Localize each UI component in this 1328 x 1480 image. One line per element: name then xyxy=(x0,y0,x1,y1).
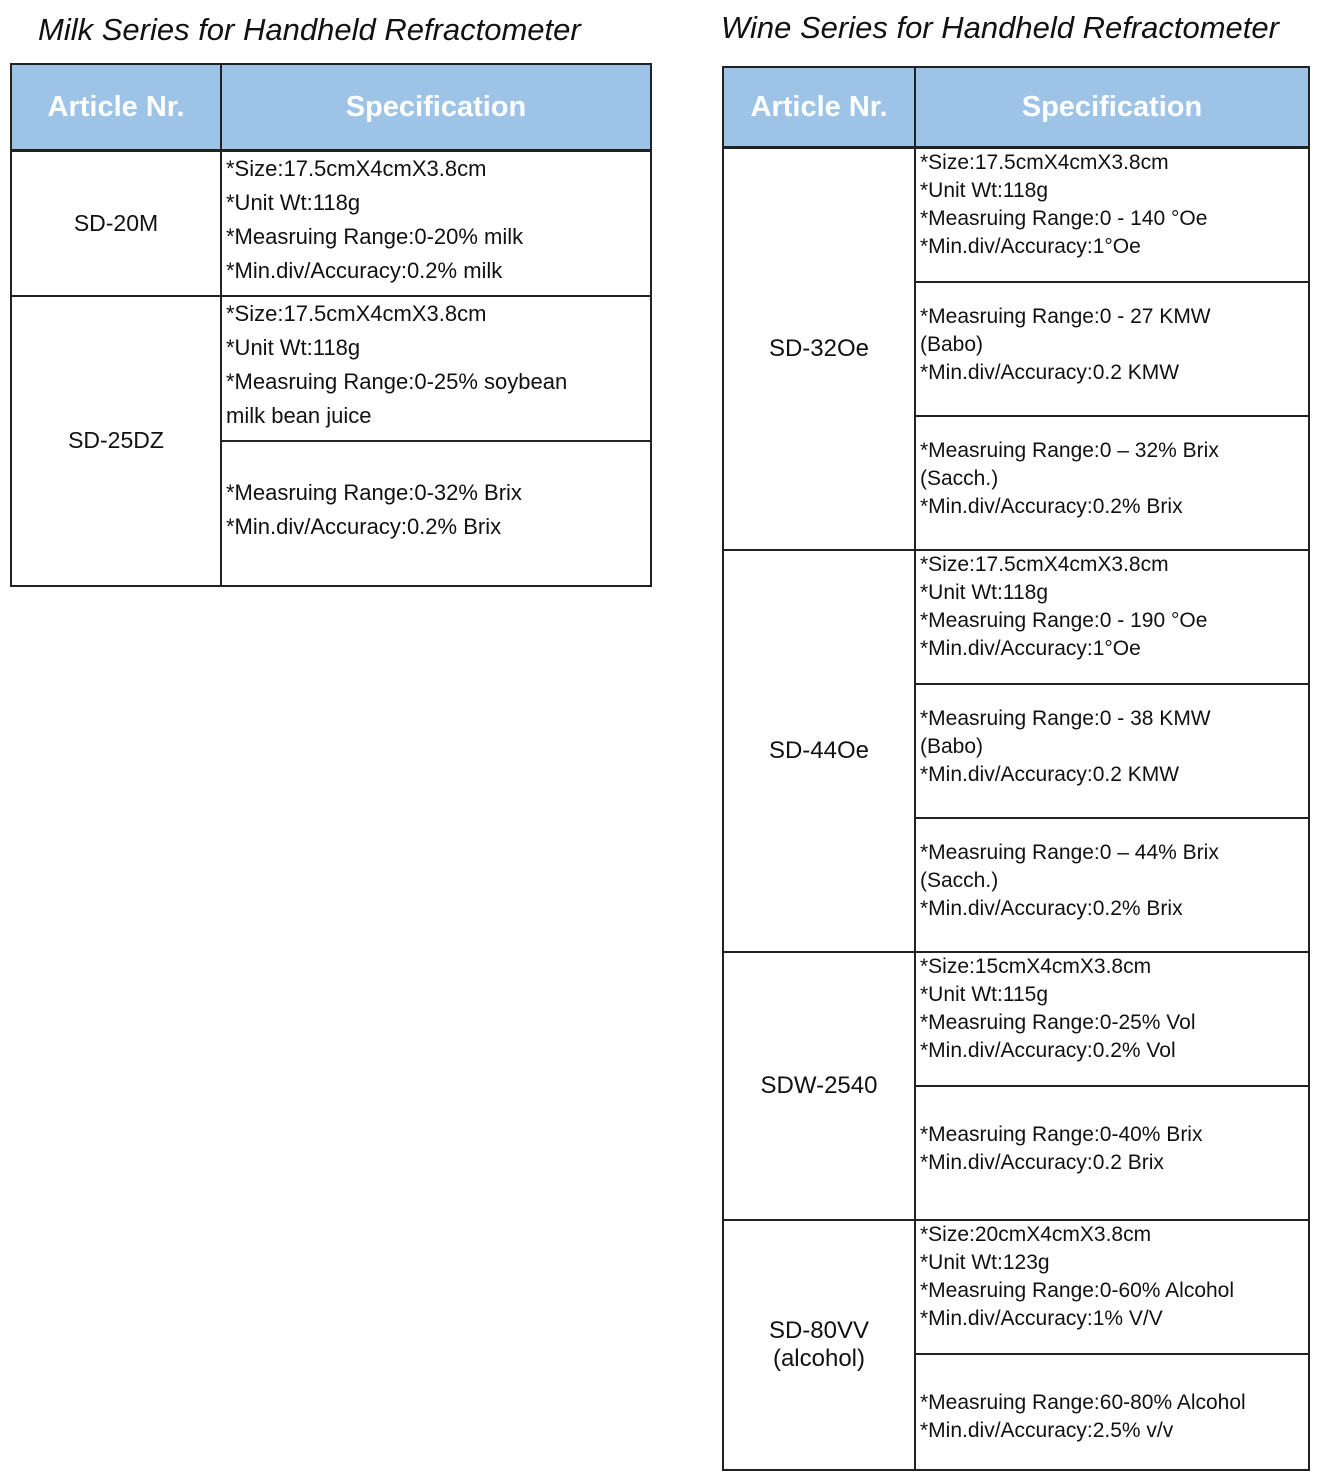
spec-cell xyxy=(915,684,1309,818)
spec-cell xyxy=(915,550,1309,684)
article-header: Article Nr. xyxy=(723,67,915,148)
spec-line: (Sacch.) xyxy=(920,466,999,490)
spec-cell xyxy=(915,282,1309,416)
spec-line: *Measruing Range:60-80% Alcohol xyxy=(920,1390,1246,1414)
wine-series-title: Wine Series for Handheld Refractometer xyxy=(721,10,1279,45)
spec-header: Specification xyxy=(915,67,1309,148)
spec-cell xyxy=(915,416,1309,550)
spec-line: *Unit Wt:123g xyxy=(920,1250,1050,1274)
spec-line: *Measruing Range:0 – 32% Brix xyxy=(920,438,1219,462)
spec-line: *Measruing Range:0-32% Brix xyxy=(226,479,522,505)
spec-line: *Size:17.5cmX4cmX3.8cm xyxy=(226,300,487,326)
wine-series-table xyxy=(722,66,1310,1471)
spec-line: *Min.div/Accuracy:0.2% milk xyxy=(226,258,503,283)
table-row xyxy=(723,550,1309,684)
spec-cell xyxy=(915,1220,1309,1354)
spec-line: *Min.div/Accuracy:0.2% Brix xyxy=(920,896,1183,920)
article-name: SD-80VV xyxy=(768,1316,870,1344)
spec-cell xyxy=(915,952,1309,1086)
spec-cell xyxy=(915,1086,1309,1220)
spec-line: *Measruing Range:0 - 27 KMW xyxy=(920,304,1211,328)
spec-line: *Measruing Range:0-25% soybean xyxy=(226,368,568,394)
spec-line: *Measruing Range:0 - 140 °Oe xyxy=(920,207,1208,230)
spec-line: *Min.div/Accuracy:1% V/V xyxy=(920,1306,1163,1330)
spec-line: *Unit Wt:118g xyxy=(920,179,1048,202)
spec-cell xyxy=(221,441,651,586)
article-cell: SD-25DZ xyxy=(11,296,221,586)
spec-line: *Min.div/Accuracy:0.2% Brix xyxy=(920,494,1183,518)
spec-cell xyxy=(915,1354,1309,1470)
milk-series-title: Milk Series for Handheld Refractometer xyxy=(38,12,581,47)
spec-line: *Measruing Range:0-40% Brix xyxy=(920,1122,1203,1146)
spec-line: *Measruing Range:0-25% Vol xyxy=(920,1010,1196,1034)
spec-line: *Min.div/Accuracy:1°Oe xyxy=(920,636,1141,660)
spec-cell xyxy=(915,818,1309,952)
table-row xyxy=(723,1220,1309,1354)
spec-line: milk bean juice xyxy=(226,402,372,428)
spec-line: (Babo) xyxy=(920,332,984,356)
spec-line: *Min.div/Accuracy:0.2 KMW xyxy=(920,762,1180,786)
article-cell xyxy=(723,1220,915,1470)
table-header-row xyxy=(723,67,1309,148)
spec-line: *Measruing Range:0-20% milk xyxy=(226,224,524,249)
table-header-row xyxy=(11,64,651,151)
spec-line: *Size:20cmX4cmX3.8cm xyxy=(920,1222,1152,1246)
spec-line: *Unit Wt:118g xyxy=(920,580,1048,604)
spec-line: *Min.div/Accuracy:1°Oe xyxy=(920,235,1141,258)
article-subname: (alcohol) xyxy=(772,1344,866,1372)
table-row xyxy=(11,296,651,441)
spec-line: *Min.div/Accuracy:2.5% v/v xyxy=(920,1418,1174,1442)
spec-cell xyxy=(915,148,1309,282)
table-row xyxy=(723,952,1309,1086)
spec-line: *Size:15cmX4cmX3.8cm xyxy=(920,954,1152,978)
article-cell: SD-44Oe xyxy=(723,550,915,952)
table-row xyxy=(11,151,651,296)
table-row xyxy=(723,148,1309,282)
spec-cell xyxy=(221,296,651,441)
article-header: Article Nr. xyxy=(11,64,221,151)
spec-line: *Unit Wt:118g xyxy=(226,334,361,360)
spec-line: *Unit Wt:115g xyxy=(920,982,1048,1006)
spec-line: *Unit Wt:118g xyxy=(226,190,361,215)
spec-line: *Measruing Range:0-60% Alcohol xyxy=(920,1278,1235,1302)
spec-header: Specification xyxy=(221,64,651,151)
spec-line: *Measruing Range:0 - 190 °Oe xyxy=(920,608,1208,632)
spec-line: *Min.div/Accuracy:0.2 Brix xyxy=(920,1150,1164,1174)
spec-line: *Size:17.5cmX4cmX3.8cm xyxy=(226,156,487,181)
spec-line: *Min.div/Accuracy:0.2 KMW xyxy=(920,360,1180,384)
article-cell: SD-20M xyxy=(11,151,221,296)
spec-line: *Measruing Range:0 - 38 KMW xyxy=(920,706,1211,730)
spec-line: *Measruing Range:0 – 44% Brix xyxy=(920,840,1219,864)
spec-line: *Min.div/Accuracy:0.2% Brix xyxy=(226,513,502,539)
spec-line: *Size:17.5cmX4cmX3.8cm xyxy=(920,151,1169,174)
spec-cell xyxy=(221,151,651,296)
milk-series-table xyxy=(10,63,652,587)
spec-line: (Sacch.) xyxy=(920,868,999,892)
spec-line: (Babo) xyxy=(920,734,984,758)
spec-line: *Size:17.5cmX4cmX3.8cm xyxy=(920,552,1169,576)
article-cell: SDW-2540 xyxy=(723,952,915,1220)
article-cell: SD-32Oe xyxy=(723,148,915,550)
spec-line: *Min.div/Accuracy:0.2% Vol xyxy=(920,1038,1176,1062)
